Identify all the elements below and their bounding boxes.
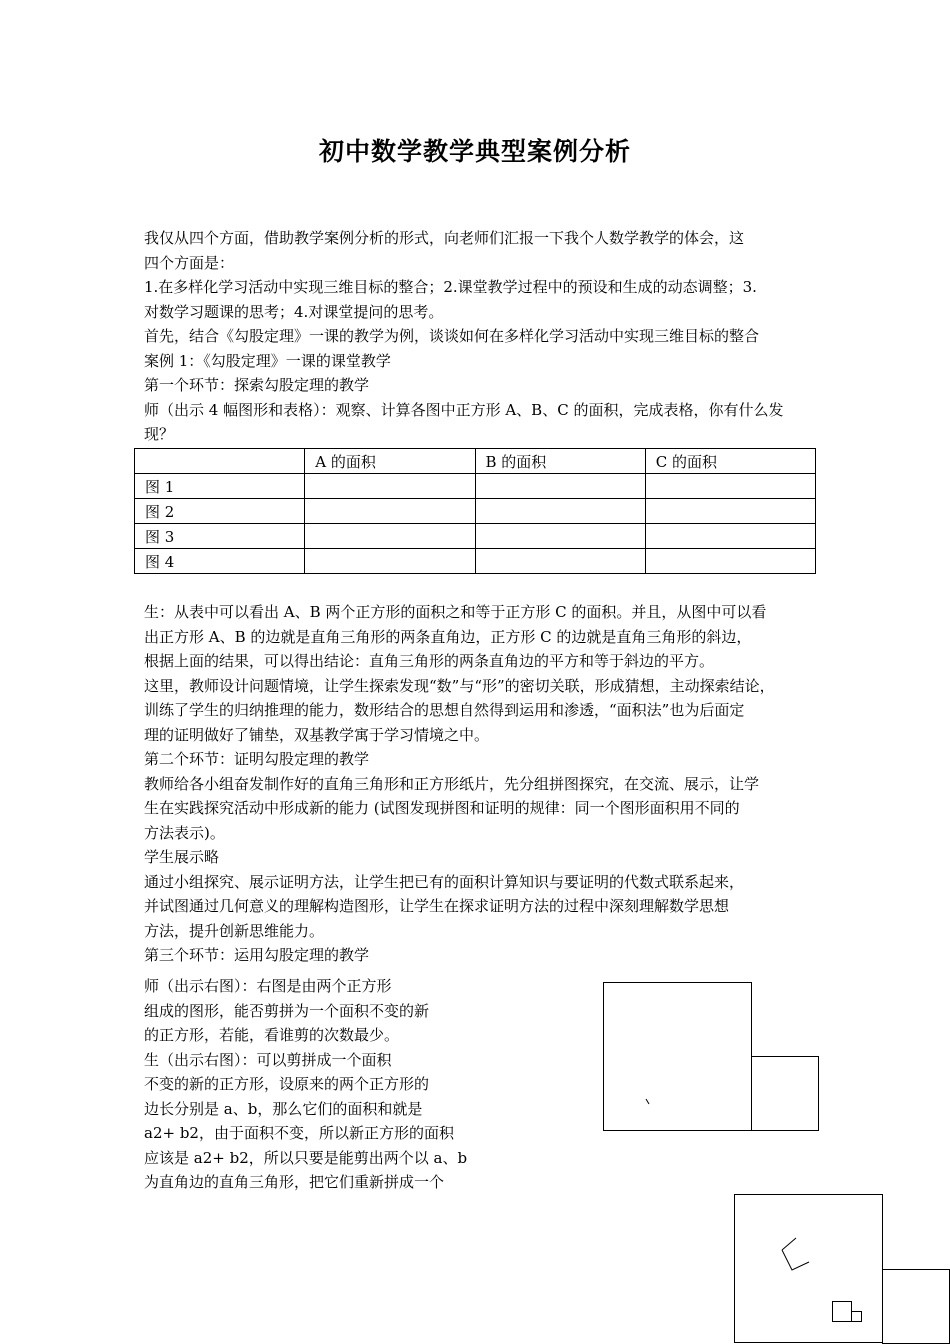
text-line: 方法，提升创新思维能力。 [144, 921, 325, 940]
right-angle-marker [833, 1302, 852, 1322]
text-line: 师（出示右图）：右图是由两个正方形 [144, 977, 392, 995]
text-line: 组成的图形，能否剪拼为一个面积不变的新 [144, 1001, 430, 1020]
table-header-cell: B 的面积 [475, 449, 645, 474]
large-square-2 [735, 1195, 883, 1343]
table-header-cell: C 的面积 [645, 449, 815, 474]
text-line: 通过小组探究、展示证明方法，让学生把已有的面积计算知识与要证明的代数式联系起来， [144, 872, 745, 891]
text-line: 生在实践探究活动中形成新的能力 (试图发现拼图和证明的规律：同一个图形面积用不同的 [144, 799, 740, 817]
text-line: 案例 1：《勾股定理》一课的课堂教学 [144, 351, 391, 370]
text-line: 学生展示略 [144, 848, 220, 866]
table-cell: 图 2 [135, 499, 305, 524]
text-line: 对数学习题课的思考；4.对课堂提问的思考。 [144, 302, 444, 321]
table-header-cell: A 的面积 [305, 449, 475, 474]
text-line: 第一个环节：探索勾股定理的教学 [144, 376, 370, 394]
text-line: 不变的新的正方形，设原来的两个正方形的 [144, 1075, 430, 1093]
text-line: 并试图通过几何意义的理解构造图形，让学生在探求证明方法的过程中深刻理解数学思想 [144, 897, 730, 915]
text-line: 为直角边的直角三角形，把它们重新拼成一个 [144, 1173, 445, 1191]
text-line: 边长分别是 a、b，那么它们的面积和就是 [144, 1099, 423, 1118]
text-line: 第二个环节：证明勾股定理的教学 [144, 750, 370, 768]
text-line: 我仅从四个方面，借助教学案例分析的形式，向老师们汇报一下我个人数学教学的体会，这 [144, 229, 745, 247]
text-line: 四个方面是： [144, 253, 235, 272]
table-cell: 图 1 [135, 474, 305, 499]
stray-mark [646, 1099, 649, 1104]
text-line: 第三个环节：运用勾股定理的教学 [144, 946, 370, 964]
text-line: 理的证明做好了铺垫，双基教学寓于学习情境之中。 [144, 725, 490, 744]
table-cell: 图 3 [135, 524, 305, 549]
text-line: 师（出示 4 幅图形和表格）：观察、计算各图中正方形 A、B、C 的面积，完成表格，你有什么发 [144, 400, 784, 419]
text-line: 的正方形，若能，看谁剪的次数最少。 [144, 1026, 400, 1044]
document-title: 初中数学教学典型案例分析 [318, 137, 631, 166]
text-line: 生（出示右图）：可以剪拼成一个面积 [144, 1050, 392, 1069]
large-square [604, 983, 752, 1131]
text-line: 教师给各小组奋发制作好的直角三角形和正方形纸片，先分组拼图探究，在交流、展示，让学 [144, 774, 760, 793]
right-angle-marker-small [852, 1312, 862, 1322]
text-line: 这里，教师设计问题情境，让学生探索发现“数”与“形”的密切关联，形成猜想，主动探索结论， [144, 676, 775, 695]
text-line: 出正方形 A、B 的边就是直角三角形的两条直角边，正方形 C 的边就是直角三角形的斜边， [144, 627, 752, 646]
text-line: 训练了学生的归纳推理的能力，数形结合的思想自然得到运用和渗透，“面积法”也为后面定 [144, 701, 745, 719]
text-line: 现？ [144, 425, 175, 443]
text-line: 应该是 a2+ b2，所以只要是能剪出两个以 a、b [144, 1148, 468, 1167]
text-line: 方法表示)。 [144, 823, 225, 842]
cut-marks [782, 1238, 809, 1270]
text-line: 首先，结合《勾股定理》一课的教学为例，谈谈如何在多样化学习活动中实现三维目标的整合 [144, 327, 760, 345]
small-square [752, 1057, 819, 1131]
text-line: 1.在多样化学习活动中实现三维目标的整合；2.课堂教学过程中的预设和生成的动态调整；3. [144, 278, 757, 296]
table-cell: 图 4 [135, 549, 305, 574]
text-line: a2+ b2，由于面积不变，所以新正方形的面积 [144, 1124, 454, 1142]
text-line: 生：从表中可以看出 A、B 两个正方形的面积之和等于正方形 C 的面积。并且，从图中可以看 [144, 603, 767, 621]
text-line: 根据上面的结果，可以得出结论：直角三角形的两条直角边的平方和等于斜边的平方。 [144, 652, 715, 670]
small-square-2 [883, 1270, 950, 1344]
